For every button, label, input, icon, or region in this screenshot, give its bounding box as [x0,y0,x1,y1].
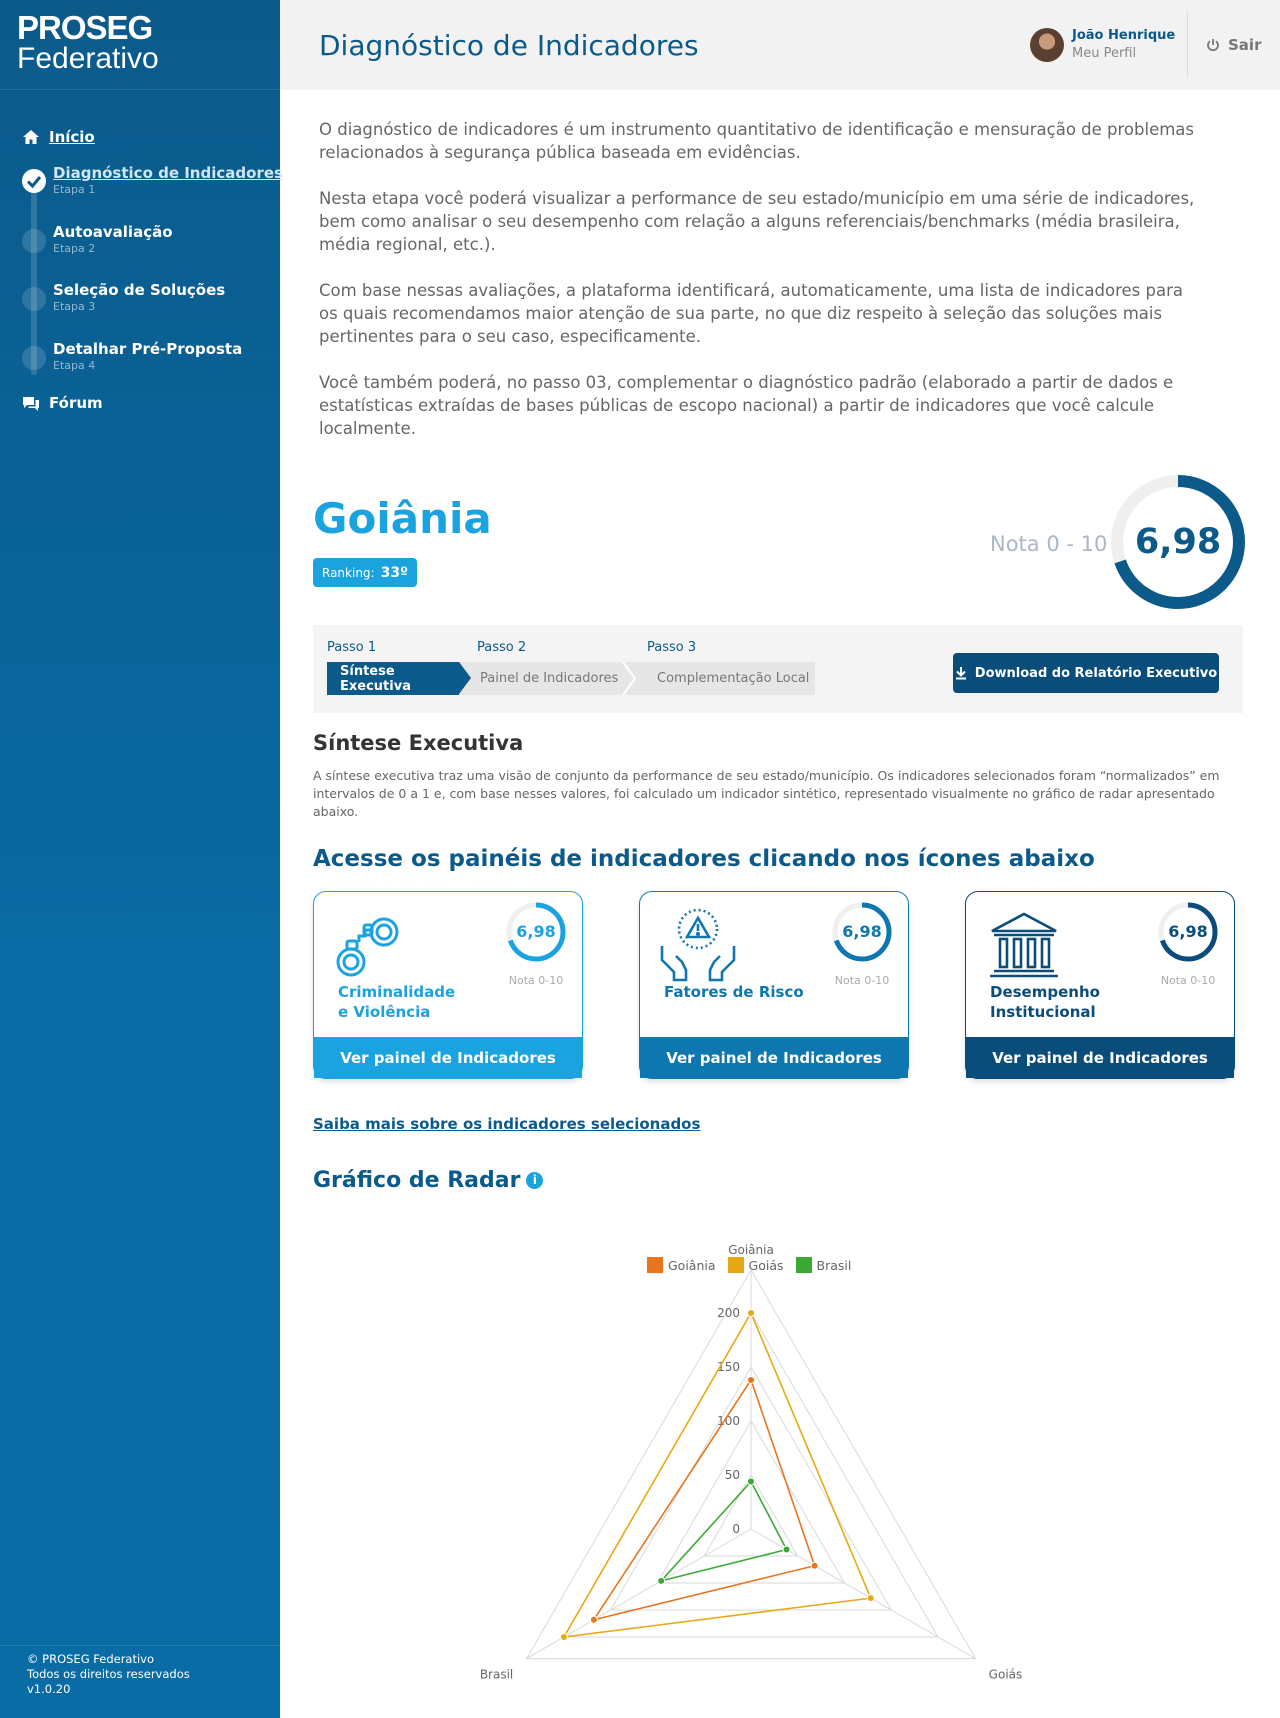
tab-painel-indicadores[interactable] [458,662,633,695]
user-name[interactable]: João Henrique [1072,28,1176,43]
ranking-label: Ranking: [322,565,375,580]
sidebar-item-detalhar[interactable] [53,340,242,372]
view-panel-button[interactable]: Ver painel de Indicadores [640,1037,908,1078]
brand-line1: PROSEG [17,9,153,46]
power-icon [1206,38,1220,52]
logout-label: Sair [1228,36,1262,54]
sidebar-item-label: Diagnóstico de Indicadores [53,164,283,182]
card-score-label: Nota 0-10 [508,974,564,987]
legend-item[interactable]: Goiânia [647,1257,716,1273]
step-check-icon [22,169,46,193]
sidebar-item-label: Seleção de Soluções [53,281,226,299]
card-score-label: Nota 0-10 [834,974,890,987]
section-title-paineis: Acesse os painéis de indicadores clicando nos ícones abaixo [313,846,1095,872]
view-panel-button[interactable]: Ver painel de Indicadores [966,1037,1234,1078]
sidebar-item-sub: Etapa 1 [53,183,96,196]
institution-icon [984,906,1064,986]
sidebar-item-label: Início [49,128,95,146]
tab-sintese-executiva[interactable] [327,662,459,695]
radar-category-label: Brasil [479,1667,514,1682]
radar-tick-label: 50 [724,1468,740,1482]
intro-paragraph: Com base nessas avaliações, a plataforma identificará, automaticamente, uma lista de indicadores para os quais recomendamos maior atenção de sua parte, no que diz respeito à seleção das soluções mais pertinentes para o seu caso, especificamente. [319,281,1183,346]
sidebar-item-sub: Etapa 3 [53,300,96,313]
brand-line2: Federativo [17,42,159,75]
radar-data-point [560,1634,567,1641]
download-label: Download do Relatório Executivo [974,665,1218,681]
radar-data-point [748,1478,755,1485]
sidebar-item-sub: Etapa 4 [53,359,96,372]
radar-data-point [867,1595,874,1602]
forum-icon [22,395,40,413]
sidebar-item-label: Fórum [49,394,103,412]
top-header [280,0,1280,90]
city-name: Goiânia [313,494,492,543]
header-divider [1187,12,1188,78]
avatar[interactable] [1030,28,1064,62]
radar-category-label: Goiânia [728,1242,774,1257]
panel-card-fatores-risco[interactable] [639,891,909,1079]
step-dot-icon [22,287,46,311]
radar-data-point [748,1376,755,1383]
radar-tick-label: 0 [732,1522,740,1536]
card-score-value: 6,98 [842,922,882,941]
tab-label: Complementação Local [657,671,810,686]
sidebar-item-label: Autoavaliação [53,223,173,241]
card-score-value: 6,98 [516,922,556,941]
download-report-button[interactable] [953,653,1219,693]
card-score-value: 6,98 [1168,922,1208,941]
section-title-sintese: Síntese Executiva [313,731,524,755]
radar-chart [479,1242,1023,1682]
radar-data-point [590,1616,597,1623]
sidebar-item-selecao[interactable] [53,281,225,313]
view-panel-button[interactable]: Ver painel de Indicadores [314,1037,582,1078]
logout-button[interactable] [1206,36,1261,54]
radar-tick-label: 100 [717,1414,740,1428]
radar-data-point [658,1577,665,1584]
card-score-label: Nota 0-10 [1160,974,1216,987]
step-dot-icon [22,346,46,370]
step-caption: Passo 1 [327,640,377,655]
footer-divider [0,1645,280,1646]
step-caption: Passo 3 [647,640,697,655]
intro-paragraph: Você também poderá, no passo 03, complementar o diagnóstico padrão (elaborado a partir de dados e estatísticas extraídas de bases públicas de escopo nacional) a partir de indicadores que você calcule localmente. [319,373,1174,438]
ranking-badge [313,558,417,587]
panel-card-criminalidade[interactable] [313,891,583,1079]
legend-item[interactable]: Brasil [796,1257,852,1273]
card-title: Fatores de Risco [664,983,804,1001]
brand-logo[interactable] [0,0,280,90]
risk-hands-icon [658,906,738,986]
radar-data-point [748,1310,755,1317]
intro-text [319,118,1199,463]
sidebar-item-diagnostico[interactable] [53,164,283,196]
radar-series-line [594,1380,815,1620]
legend-item[interactable]: Goiás [728,1257,784,1273]
profile-link[interactable]: Meu Perfil [1072,46,1137,61]
tab-label: Painel de Indicadores [480,671,619,686]
handcuffs-icon [332,906,412,986]
score-value: 6,98 [1134,522,1222,562]
radar-series-line [661,1481,786,1580]
sidebar-item-autoavaliacao[interactable] [53,223,173,255]
radar-data-point [811,1562,818,1569]
learn-more-link[interactable]: Saiba mais sobre os indicadores selecionados [313,1115,701,1133]
footer-copyright: © PROSEG Federativo [27,1652,155,1666]
radar-axis-line [527,1529,751,1659]
page-title: Diagnóstico de Indicadores [319,29,699,62]
footer-rights: Todos os direitos reservados [27,1667,190,1681]
radar-category-label: Goiás [988,1667,1023,1682]
footer-version: v1.0.20 [27,1682,71,1696]
steps-bar [313,625,1243,713]
home-icon [22,128,40,146]
intro-paragraph: O diagnóstico de indicadores é um instrumento quantitativo de identificação e mensuração de problemas relacionados à segurança pública baseada em evidências. [319,120,1195,162]
card-title: Desempenho Institucional [990,983,1100,1021]
radar-tick-label: 150 [717,1360,740,1374]
sidebar-footer [27,1652,190,1697]
radar-data-point [783,1546,790,1553]
radar-tick-label: 200 [717,1306,740,1320]
intro-paragraph: Nesta etapa você poderá visualizar a performance de seu estado/município em uma série de indicadores, bem como analisar o seu desempenho com relação a alguns referenciais/benchmarks (média brasileira, média regional, etc.). [319,189,1195,254]
sidebar [0,0,283,1718]
step-dot-icon [22,229,46,253]
card-title: Criminalidade e Violência [338,983,456,1021]
info-icon[interactable]: i [526,1172,543,1189]
radar-chart-title: Gráfico de Radar i [313,1168,543,1193]
tab-complementacao-local[interactable] [623,662,815,695]
ranking-value: 33º [380,564,408,581]
panel-card-desempenho[interactable] [965,891,1235,1079]
chevron-separator [623,662,636,695]
sidebar-item-sub: Etapa 2 [53,242,96,255]
nota-label: Nota 0 - 10 [990,532,1108,556]
download-icon [955,666,967,680]
tab-label: Síntese Executiva [340,663,411,694]
sidebar-item-label: Detalhar Pré-Proposta [53,340,243,358]
step-caption: Passo 2 [477,640,527,655]
sintese-description: A síntese executiva traz uma visão de conjunto da performance de seu estado/município. Os indicadores selecionados foram “normalizados” em intervalos de 0 a 1 e, com base nesses valores, foi calculado um indicador sintético, representado visualmente no gráfico de radar apresentado abaixo. [313,768,1220,819]
